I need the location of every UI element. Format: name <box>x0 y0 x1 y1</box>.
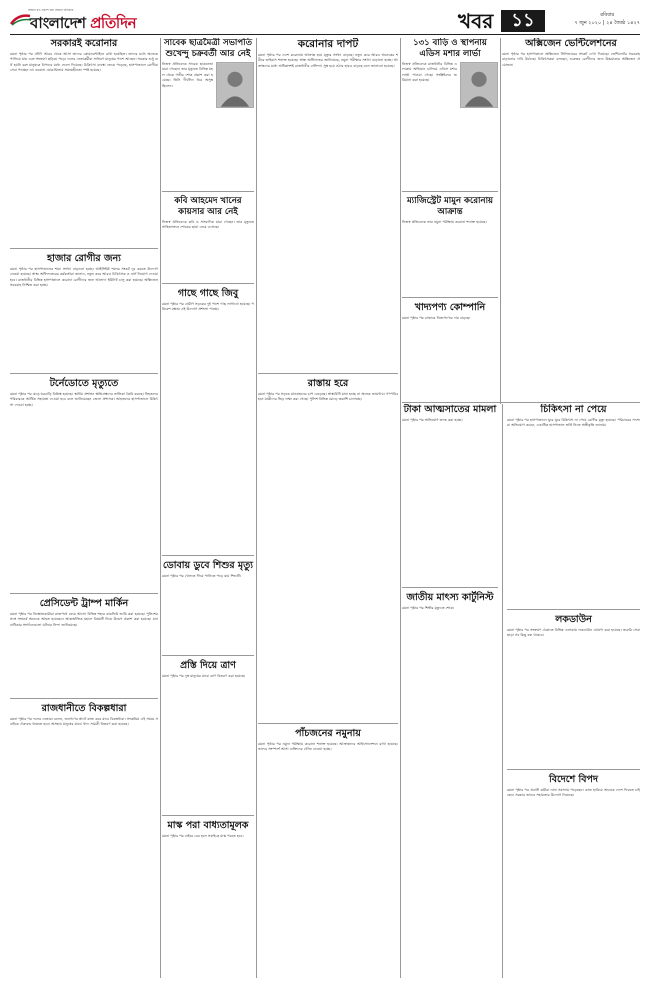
article-body: রমনা পৃষ্ঠার পর অভিযোগ তদন্ত করা হচ্ছে। <box>402 418 463 422</box>
article-headline[interactable]: করোনার দাপট <box>297 38 359 50</box>
divider <box>162 655 254 656</box>
page-number: ১১ <box>501 10 544 32</box>
article-headline[interactable]: রাস্তায় হরে <box>307 378 349 389</box>
article[interactable] <box>402 404 498 582</box>
article-headline[interactable]: প্রস্তি দিয়ে ত্রাণ <box>180 660 236 671</box>
divider <box>258 373 398 374</box>
article[interactable] <box>10 38 158 243</box>
date-label: ৭ জুন ২০২০ | ২৪ জ্যৈষ্ঠ ১৪২৭ <box>574 20 640 26</box>
article-headline[interactable]: সাবেক ছাত্রমৈত্রী সভাপতি শুখেন্দু চক্রবর্তী আর নেই <box>164 38 252 59</box>
date-block <box>574 11 640 27</box>
article-body: রমনা পৃষ্ঠার পর বাজারে নিত্যপণ্যের দাম বাড়ছে। <box>402 316 471 320</box>
divider <box>402 587 498 588</box>
article-headline[interactable]: প্রেসিডেন্ট ট্রাম্প মার্কিন <box>39 598 129 609</box>
article-headline[interactable]: খাদ্যপণ্য কোম্পানি <box>414 302 486 313</box>
article-body: নিজস্ব প্রতিবেদক তার নমুনা পরীক্ষায় করোনা শনাক্ত হয়েছে। <box>402 220 487 224</box>
article-body: রমনা পৃষ্ঠার পর শিল্পীর মৃত্যুতে শোক। <box>402 606 455 610</box>
divider <box>162 555 254 556</box>
article-body: নিজস্ব প্রতিবেদক রাজধানীর বিভিন্ন এলাকায় অভিযান চালিয়ে এডিস মশার লার্ভা পাওয়া গেছে। সংশ্লিষ্টদের জরিমানা করা হয়েছে। <box>402 62 457 83</box>
article[interactable] <box>402 196 498 292</box>
day-label: রবিবার <box>600 12 615 18</box>
article[interactable] <box>162 560 254 650</box>
person-icon <box>461 63 497 107</box>
section-title: খবর <box>458 9 494 33</box>
article[interactable] <box>507 614 640 764</box>
article-headline[interactable]: রাজধানীতে বিকল্পধারা <box>41 703 127 714</box>
lower-right-section <box>402 404 640 978</box>
article[interactable] <box>258 378 398 718</box>
divider <box>10 373 158 374</box>
article[interactable] <box>10 378 158 588</box>
divider <box>402 297 498 298</box>
article[interactable] <box>162 660 254 810</box>
divider <box>507 609 640 610</box>
article[interactable] <box>162 288 254 550</box>
article-headline[interactable]: চিকিৎসা না পেয়ে <box>540 404 607 415</box>
logo-tagline: আমার মত প্রকাশ করা আমার অধিকার <box>28 8 74 12</box>
logo-swoosh-icon <box>10 12 32 26</box>
divider <box>258 723 398 724</box>
article-body: রমনা পৃষ্ঠার পর দুস্থ মানুষের মাঝে ত্রাণ বিতরণ করা হয়েছে। <box>162 674 246 678</box>
article-body: রমনা পৃষ্ঠার পর খেলতে গিয়ে পানিতে পড়ে যায় শিশুটি। <box>162 574 242 578</box>
article-headline[interactable]: টর্নেডোতে মৃত্যুতে <box>49 378 119 389</box>
column-1 <box>10 38 158 978</box>
divider <box>10 698 158 699</box>
article[interactable] <box>162 820 254 978</box>
divider <box>10 593 158 594</box>
article-headline[interactable]: অক্সিজেন ভেন্টিলেশনের <box>525 38 617 49</box>
article-body: রমনা পৃষ্ঠার পর সংক্রমণ ঠেকাতে বিভিন্ন এলাকায় লকডাউন ঘোষণা করা হয়েছে। জরুরি সেবা ছাড়া সব কিছু বন্ধ থাকবে। <box>507 628 640 638</box>
article[interactable] <box>10 703 158 978</box>
article[interactable] <box>162 196 254 278</box>
article-headline[interactable]: লকডাউন <box>555 614 592 625</box>
newspaper-logo[interactable] <box>10 8 135 32</box>
article[interactable] <box>258 728 398 978</box>
article-body: রমনা পৃষ্ঠার পর গ্রামীণ সড়কের দুই পাশে গাছ লাগানো হয়েছে। পরিবেশ রক্ষায় এই উদ্যোগ প্রশংসা পাচ্ছে। <box>162 302 254 312</box>
article-headline[interactable]: জাতীয় মাৎস্য কার্টুনিস্ট <box>406 592 494 603</box>
article-body: রমনা পৃষ্ঠার পর সড়কে যানবাহনের চাপ বেড়েছে। স্বাস্থ্যবিধি মানা হচ্ছে না অনেক জায়গায়। গণপরিবহনে যাত্রীদের ভিড় লক্ষ্য করা গেছে। পুলিশ বিভিন্ন মোড়ে তল্লাশি চালাচ্ছে। <box>258 392 398 402</box>
article-headline[interactable]: কবি আহমেদ খানের কায়সার আর নেই <box>174 196 242 217</box>
article[interactable] <box>507 774 640 974</box>
column-2 <box>162 38 254 978</box>
article-body: নিজস্ব প্রতিবেদক সাবেক ছাত্রনেতা মারা গেছেন। তার মৃত্যুতে বিভিন্ন মহল থেকে গভীর শোক প্রকাশ করা হয়েছে। তিনি দীর্ঘদিন ধরে অসুস্থ ছিলেন। <box>162 62 213 88</box>
article-headline[interactable]: মাস্ক পরা বাধ্যতামূলক <box>167 820 249 831</box>
article-body: রমনা পৃষ্ঠার পর বাইরে বের হলে সবাইকে মাস্ক পরতে হবে। <box>162 834 244 838</box>
article[interactable] <box>507 404 640 604</box>
article-headline[interactable]: হাজার রোগীর জন্য <box>47 253 121 264</box>
column-divider <box>500 38 501 404</box>
article[interactable] <box>10 598 158 693</box>
lower-right-stack <box>507 404 640 978</box>
article-headline[interactable]: পাঁচজনের নমুনায় <box>295 728 361 739</box>
masthead <box>10 8 640 34</box>
divider <box>162 191 254 192</box>
lower-left-stack <box>402 404 498 978</box>
article-body: রমনা পৃষ্ঠার পর হাসপাতালে অক্সিজেন সিলিন্ডারের সংকট দেখা দিয়েছে। ভেন্টিলেটর সরবরাহ বাড়ানোর দাবি উঠেছে। চিকিৎসকরা বলছেন, গুরুতর রোগীদের জন্য উচ্চমাত্রার অক্সিজেন প্রয়োজন। <box>502 52 640 67</box>
article-body: রমনা পৃষ্ঠার পর হাসপাতালের শয্যা সংখ্যা বাড়ানো হচ্ছে। আইসিইউ শয্যার সংকট দূর করতে উদ্যোগ নেওয়া হয়েছে। স্বাস্থ্য অধিদফতরের কর্মকর্তারা জানান, নতুন করে আরও চিকিৎসক ও নার্স নিয়োগ দেওয়া হবে। রাজধানীর বিভিন্ন হাসপাতালে করোনা রোগীদের জন্য আলাদা ইউনিট চালু করা হয়েছে। অক্সিজেন সরবরাহ নিশ্চিত করা হচ্ছে। <box>10 267 158 288</box>
article[interactable] <box>402 38 498 186</box>
article[interactable] <box>502 38 640 400</box>
article-body: নিজস্ব প্রতিবেদক কবি ও সাংবাদিক মারা গেছেন। তার মৃত্যুতে সাহিত্যাঙ্গনে শোকের ছায়া নেমে এসেছে। <box>162 220 254 230</box>
article-body: রমনা পৃষ্ঠার পর দলের নেতারা বলেন, জনগণের স্বার্থে কাজ করে যাবে বিকল্পধারা। সংকটময় এই সময়ে সবাইকে ঐক্যবদ্ধ থাকতে হবে। অসহায় মানুষের মাঝে খাদ্য সামগ্রী বিতরণ করা হয়েছে। <box>10 717 158 727</box>
column-divider <box>256 38 257 978</box>
article-body: রমনা পৃষ্ঠার পর নমুনা পরীক্ষায় করোনা শনাক্ত হয়েছে। আক্রান্তদের আইসোলেশনে রাখা হয়েছে। তাদের সংস্পর্শে আসা ব্যক্তিদের খোঁজ নেওয়া হচ্ছে। <box>258 742 398 752</box>
article-headline[interactable]: ম্যাজিস্ট্রেট মামুন করোনায় আক্রান্ত <box>406 196 494 217</box>
article-body: রমনা পৃষ্ঠার পর সৌদি আরব থেকে আসা তাদের কোয়ারেন্টাইনে রাখা হয়েছিল। তাদের মধ্যে অনেকে পালিয়ে যায় এবং সংক্রমণ ছড়িয়ে পড়ে। দলের নেতাকর্মীরা সাধারণ মানুষের পাশে আছেন। সরকার শুধু ব্যর্থ হয়নি বরং মানুষকে বিপদের মধ্যে ফেলে দিয়েছে। চিকিৎসা ব্যবস্থা ভেঙে পড়েছে, হাসপাতালে রোগীরা সেবা পাচ্ছেন না। করোনা মোকাবিলায় সমন্বয়হীনতা স্পষ্ট হয়েছে। <box>10 52 158 73</box>
newspaper-name: বাংলাদেশ প্রতিদিন <box>30 14 137 32</box>
column-5 <box>502 38 640 400</box>
article[interactable] <box>402 592 498 972</box>
divider <box>402 402 640 403</box>
article-body: রমনা পৃষ্ঠার পর হাসপাতালে ঘুরে ঘুরে চিকিৎসা না পেয়ে রোগীর মৃত্যু হয়েছে। পরিবারের সদস্যরা অভিযোগ করেন, একাধিক হাসপাতাল ভর্তি নিতে অস্বীকৃতি জানায়। <box>507 418 640 428</box>
article-headline[interactable]: গাছে গাছে জিবু <box>177 288 239 299</box>
article-headline[interactable]: সরকারই করোনার <box>50 38 118 49</box>
article-body: রমনা পৃষ্ঠার পর বিক্ষোভকারীরা রাজপথে নেমে আসে। বিভিন্ন শহরে কারফিউ জারি করা হয়েছে। পুলিশের সঙ্গে সংঘর্ষে অনেকে আহত হয়েছেন। আন্তর্জাতিক মহলে বিষয়টি নিয়ে উদ্বেগ প্রকাশ করা হয়েছে। মানবাধিকার সংগঠনগুলো ঘটনার নিন্দা জানিয়েছে। <box>10 612 158 627</box>
article-headline[interactable]: ডোবায় ডুবে শিশুর মৃত্যু <box>162 560 254 571</box>
article[interactable] <box>258 38 398 368</box>
column-3 <box>258 38 398 978</box>
divider <box>507 769 640 770</box>
masthead-rule <box>10 34 640 35</box>
article[interactable] <box>162 38 254 186</box>
divider <box>162 815 254 816</box>
article-body: রমনা পৃষ্ঠার পর ঝড়ে ঘরবাড়ি বিধ্বস্ত হয়েছে। স্থানীয় প্রশাসন ক্ষতিগ্রস্তদের তালিকা তৈরি করছে। নিহতদের পরিবারকে আর্থিক সহায়তা দেওয়া হবে বলে জানিয়েছেন জেলা প্রশাসক। আহতদের হাসপাতালে চিকিৎসা দেওয়া হচ্ছে। <box>10 392 158 407</box>
divider <box>402 191 498 192</box>
page-header <box>458 10 545 32</box>
divider <box>162 283 254 284</box>
person-icon <box>217 63 253 107</box>
article-headline[interactable]: ১৩১ বাড়ি ও স্থাপনায় এডিস মশার লার্ভা <box>413 38 487 59</box>
column-divider <box>502 404 503 978</box>
divider <box>10 248 158 249</box>
column-4 <box>402 38 498 400</box>
article-headline[interactable]: বিদেশে বিপদ <box>548 774 598 785</box>
portrait-photo <box>460 62 498 108</box>
portrait-photo <box>216 62 254 108</box>
column-divider <box>400 38 401 978</box>
article-headline[interactable]: টাকা আত্মসাতের মামলা <box>403 404 497 415</box>
article[interactable] <box>402 302 498 400</box>
article-body: রমনা পৃষ্ঠার পর দেশে করোনায় আক্রান্ত হয়ে মৃত্যুর সংখ্যা বাড়ছে। নতুন করে আরও অনেকের শরীরে ভাইরাস শনাক্ত হয়েছে। স্বাস্থ্য অধিদফতর জানিয়েছে, নমুনা পরীক্ষার সংখ্যা বাড়ানো হচ্ছে। আক্রান্তদের মধ্যে অধিকাংশই রাজধানীর বাসিন্দা। সুস্থ হয়ে ওঠার হারও বাড়ছে বলে জানানো হয়েছে। <box>258 53 398 68</box>
article-body: রমনা পৃষ্ঠার পর প্রবাসী কর্মীরা নানা সমস্যায় পড়েছেন। কাজ হারিয়ে অনেকে দেশে ফিরতে চাইছেন। সরকার তাদের সহায়তার উদ্যোগ নিয়েছে। <box>507 788 640 798</box>
column-divider <box>160 38 161 978</box>
article[interactable] <box>10 253 158 368</box>
